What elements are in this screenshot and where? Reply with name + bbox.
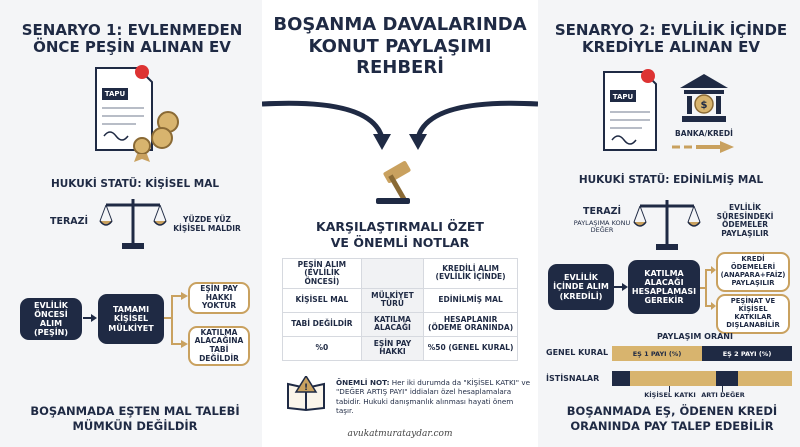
note-text: Her iki durumda da "KİŞİSEL KATKI" ve "DEĞER ARTIŞ PAYI" iddiaları özel hesaplamalara tabidir. Hukuki danışmanlık alınması hayati önem taşır. <box>336 378 531 416</box>
svg-text:!: ! <box>303 383 309 393</box>
left-flow-mid: TAMAMI KİŞİSEL MÜLKİYET <box>98 294 164 344</box>
exception-segment <box>738 371 792 386</box>
right-scale-sub: PAYLAŞIMA KONU DEĞER <box>573 219 631 235</box>
table-cell: PEŞİN ALIM (EVLİLİK ÖNCESİ) <box>283 259 362 289</box>
note-label: ÖNEMLİ NOT: <box>336 378 390 387</box>
scale-icon <box>632 194 702 254</box>
right-conclusion: BOŞANMADA EŞ, ÖDENEN KREDİ ORANINDA PAY TALEP EDEBİLİR <box>566 404 778 433</box>
important-note <box>336 378 532 415</box>
main-title: BOŞANMA DAVALARINDA KONUT PAYLAŞIMI REHBERİ <box>273 14 527 79</box>
share-title: PAYLAŞIM ORANI <box>657 332 733 341</box>
left-flow-out1: EŞİN PAY HAKKI YOKTUR <box>188 282 250 314</box>
table-cell: TABİ DEĞİLDİR <box>283 312 362 336</box>
left-deed-label: TAPU <box>104 90 126 98</box>
spouse1-share-segment: EŞ 1 PAYI (%) <box>612 346 702 361</box>
right-title: SENARYO 2: EVLİLİK İÇİNDE KREDİYLE ALINAN EV <box>554 21 788 57</box>
table-cell: EŞİN PAY HAKKI <box>361 336 423 360</box>
right-flow-out2: PEŞİNAT VE KİŞİSEL KATKILAR DIŞLANABİLİR <box>716 294 790 334</box>
share-bar-general <box>612 346 792 361</box>
warning-book-icon <box>284 376 328 412</box>
table-row <box>283 312 518 336</box>
row2-label: İSTİSNALAR <box>546 374 600 383</box>
exception-segment <box>612 371 630 386</box>
converging-arrows-icon <box>262 92 538 154</box>
table-cell: %0 <box>283 336 362 360</box>
right-scale-label: TERAZİ <box>582 206 622 217</box>
arrow-right-icon <box>614 282 628 292</box>
right-deed-label: TAPU <box>612 93 634 101</box>
svg-text:$: $ <box>700 100 708 111</box>
table-cell: EDİNİLMİŞ MAL <box>424 288 518 312</box>
left-title: SENARYO 1: EVLENMEDEN ÖNCE PEŞİN ALINAN EV <box>21 21 243 57</box>
deed-document-icon <box>598 68 668 158</box>
exception-segment <box>716 371 738 386</box>
table-cell: %50 (GENEL KURAL) <box>424 336 518 360</box>
right-flow-out1: KREDİ ÖDEMELERİ (ANAPARA+FAİZ) PAYLAŞILIR <box>716 252 790 292</box>
comparison-table <box>282 258 518 361</box>
table-row <box>283 288 518 312</box>
left-conclusion: BOŞANMADA EŞTEN MAL TALEBİ MÜMKÜN DEĞİLDİR <box>30 404 240 433</box>
spouse2-share-segment: EŞ 2 PAYI (%) <box>702 346 792 361</box>
table-cell: HESAPLANIR (ÖDEME ORANINDA) <box>424 312 518 336</box>
branch-arrows-icon <box>164 288 188 354</box>
gavel-icon <box>370 160 430 208</box>
bank-label: BANKA/KREDİ <box>675 129 733 138</box>
right-flow-mid: KATILMA ALACAĞI HESAPLAMASI GEREKİR <box>628 260 700 314</box>
left-status: HUKUKİ STATÜ: KİŞİSEL MAL <box>50 178 220 190</box>
scale-icon <box>98 193 168 253</box>
bank-icon <box>676 70 732 126</box>
deed-document-icon <box>86 64 182 164</box>
table-row <box>283 336 518 360</box>
arrow-right-icon <box>672 140 736 154</box>
branch-arrows-icon <box>700 262 716 314</box>
share-bar-exceptions <box>612 371 792 386</box>
right-scale-note: EVLİLİK SÜRESİNDEKİ ÖDEMELER PAYLAŞILIR <box>716 203 774 238</box>
left-scale-note: YÜZDE YÜZ KİŞİSEL MALDIR <box>173 215 241 233</box>
right-status: HUKUKİ STATÜ: EDİNİLMİŞ MAL <box>578 174 764 186</box>
table-cell: KİŞİSEL MAL <box>283 288 362 312</box>
table-cell: MÜLKİYET TÜRÜ <box>361 288 423 312</box>
left-flow-start: EVLİLİK ÖNCESİ ALIM (PEŞİN) <box>20 298 82 340</box>
table-cell: KATILMA ALACAĞI <box>361 312 423 336</box>
left-scale-label: TERAZİ <box>49 216 89 227</box>
row2-note2: ARTI DEĞER <box>701 391 745 399</box>
right-flow-start: EVLİLİK İÇİNDE ALIM (KREDİLİ) <box>548 264 614 310</box>
left-flow-out2: KATILMA ALACAĞINA TABİ DEĞİLDİR <box>188 326 250 366</box>
table-row <box>283 259 518 289</box>
table-cell: KREDİLİ ALIM (EVLİLİK İÇİNDE) <box>424 259 518 289</box>
summary-title: KARŞILAŞTIRMALI ÖZET VE ÖNEMLİ NOTLAR <box>316 219 484 250</box>
footer-url[interactable]: avukatmurataydar.com <box>347 429 453 439</box>
arrow-right-icon <box>83 313 97 323</box>
center-panel <box>262 0 538 447</box>
exception-segment <box>630 371 716 386</box>
table-cell <box>361 259 423 289</box>
row2-note1: KİŞİSEL KATKI <box>644 391 696 399</box>
row1-label: GENEL KURAL <box>546 348 609 357</box>
